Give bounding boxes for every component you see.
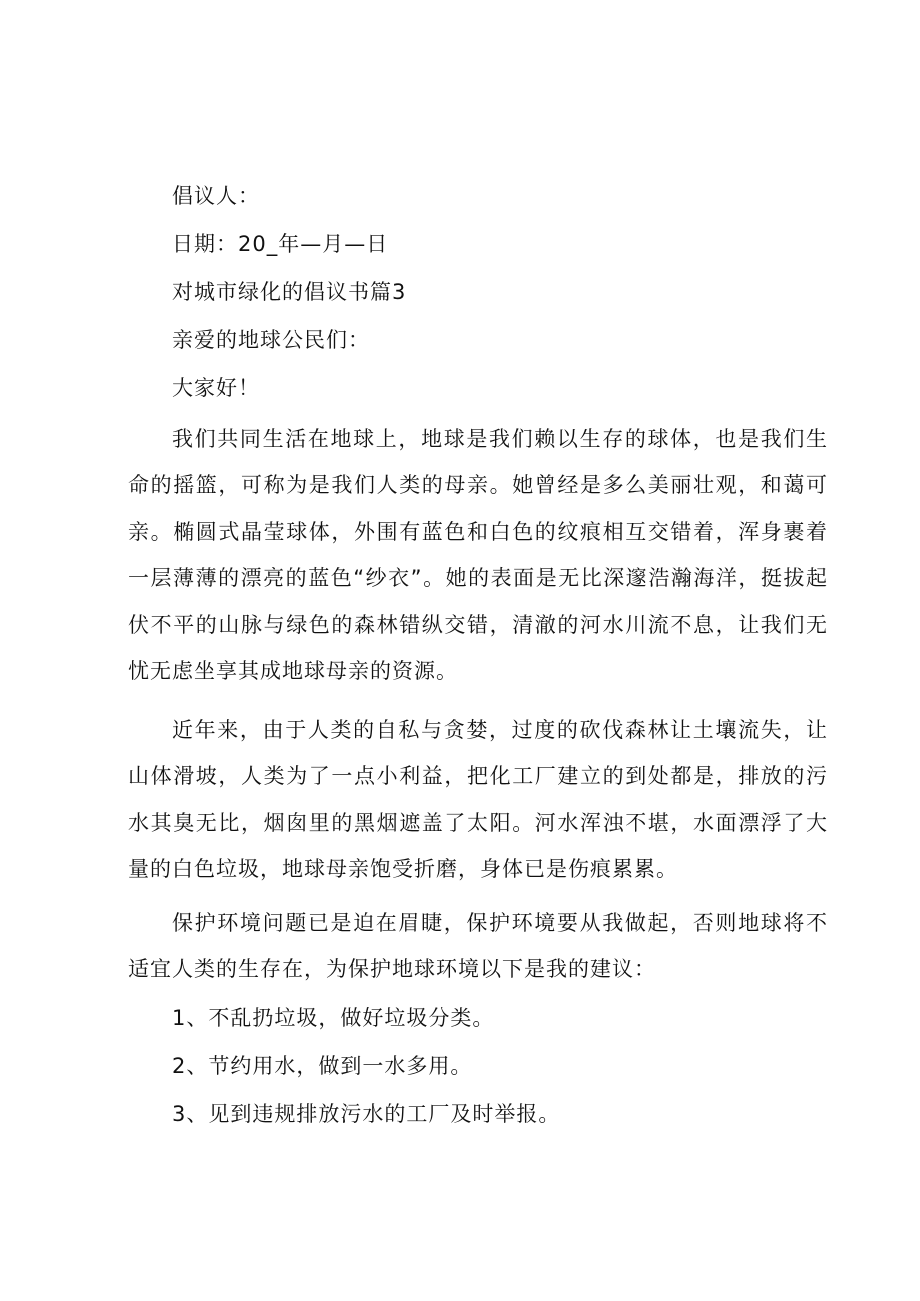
suggestion-item-1: 1、不乱扔垃圾，做好垃圾分类。 [172,1006,495,1030]
greeting: 大家好！ [172,376,260,400]
suggestion-item-2: 2、节约用水，做到一水多用。 [172,1054,473,1078]
paragraph-call-to-action: 保护环境问题已是迫在眉睫，保护环境要从我做起，否则地球将不适宜人类的生存在，为保护地球环境以下是我的建议： [128,911,828,982]
signer-label: 倡议人： [172,184,260,208]
section-title: 对城市绿化的倡议书篇3 [172,280,407,304]
suggestion-item-3: 3、见到违规排放污水的工厂及时举报。 [172,1102,561,1126]
salutation: 亲爱的地球公民们： [172,328,370,352]
date-line: 日期：20_年—月—日 [172,232,389,256]
paragraph-pollution: 近年来，由于人类的自私与贪婪，过度的砍伐森林让土壤流失，让山体滑坡，人类为了一点小利益，把化工厂建立的到处都是，排放的污水其臭无比，烟囱里的黑烟遮盖了太阳。河水浑浊不堪，水面漂浮了大量的白色垃圾，地球母亲饱受折磨，身体已是伤痕累累。 [128,718,828,882]
paragraph-earth-description: 我们共同生活在地球上，地球是我们赖以生存的球体，也是我们生命的摇篮，可称为是我们人类的母亲。她曾经是多么美丽壮观，和蔼可亲。椭圆式晶莹球体，外围有蓝色和白色的纹痕相互交错着，浑身裹着一层薄薄的漂亮的蓝色“纱衣”。她的表面是无比深邃浩瀚海洋，挺拔起伏不平的山脉与绿色的森林错纵交错，清澈的河水川流不息，让我们无忧无虑坐享其成地球母亲的资源。 [128,427,828,684]
